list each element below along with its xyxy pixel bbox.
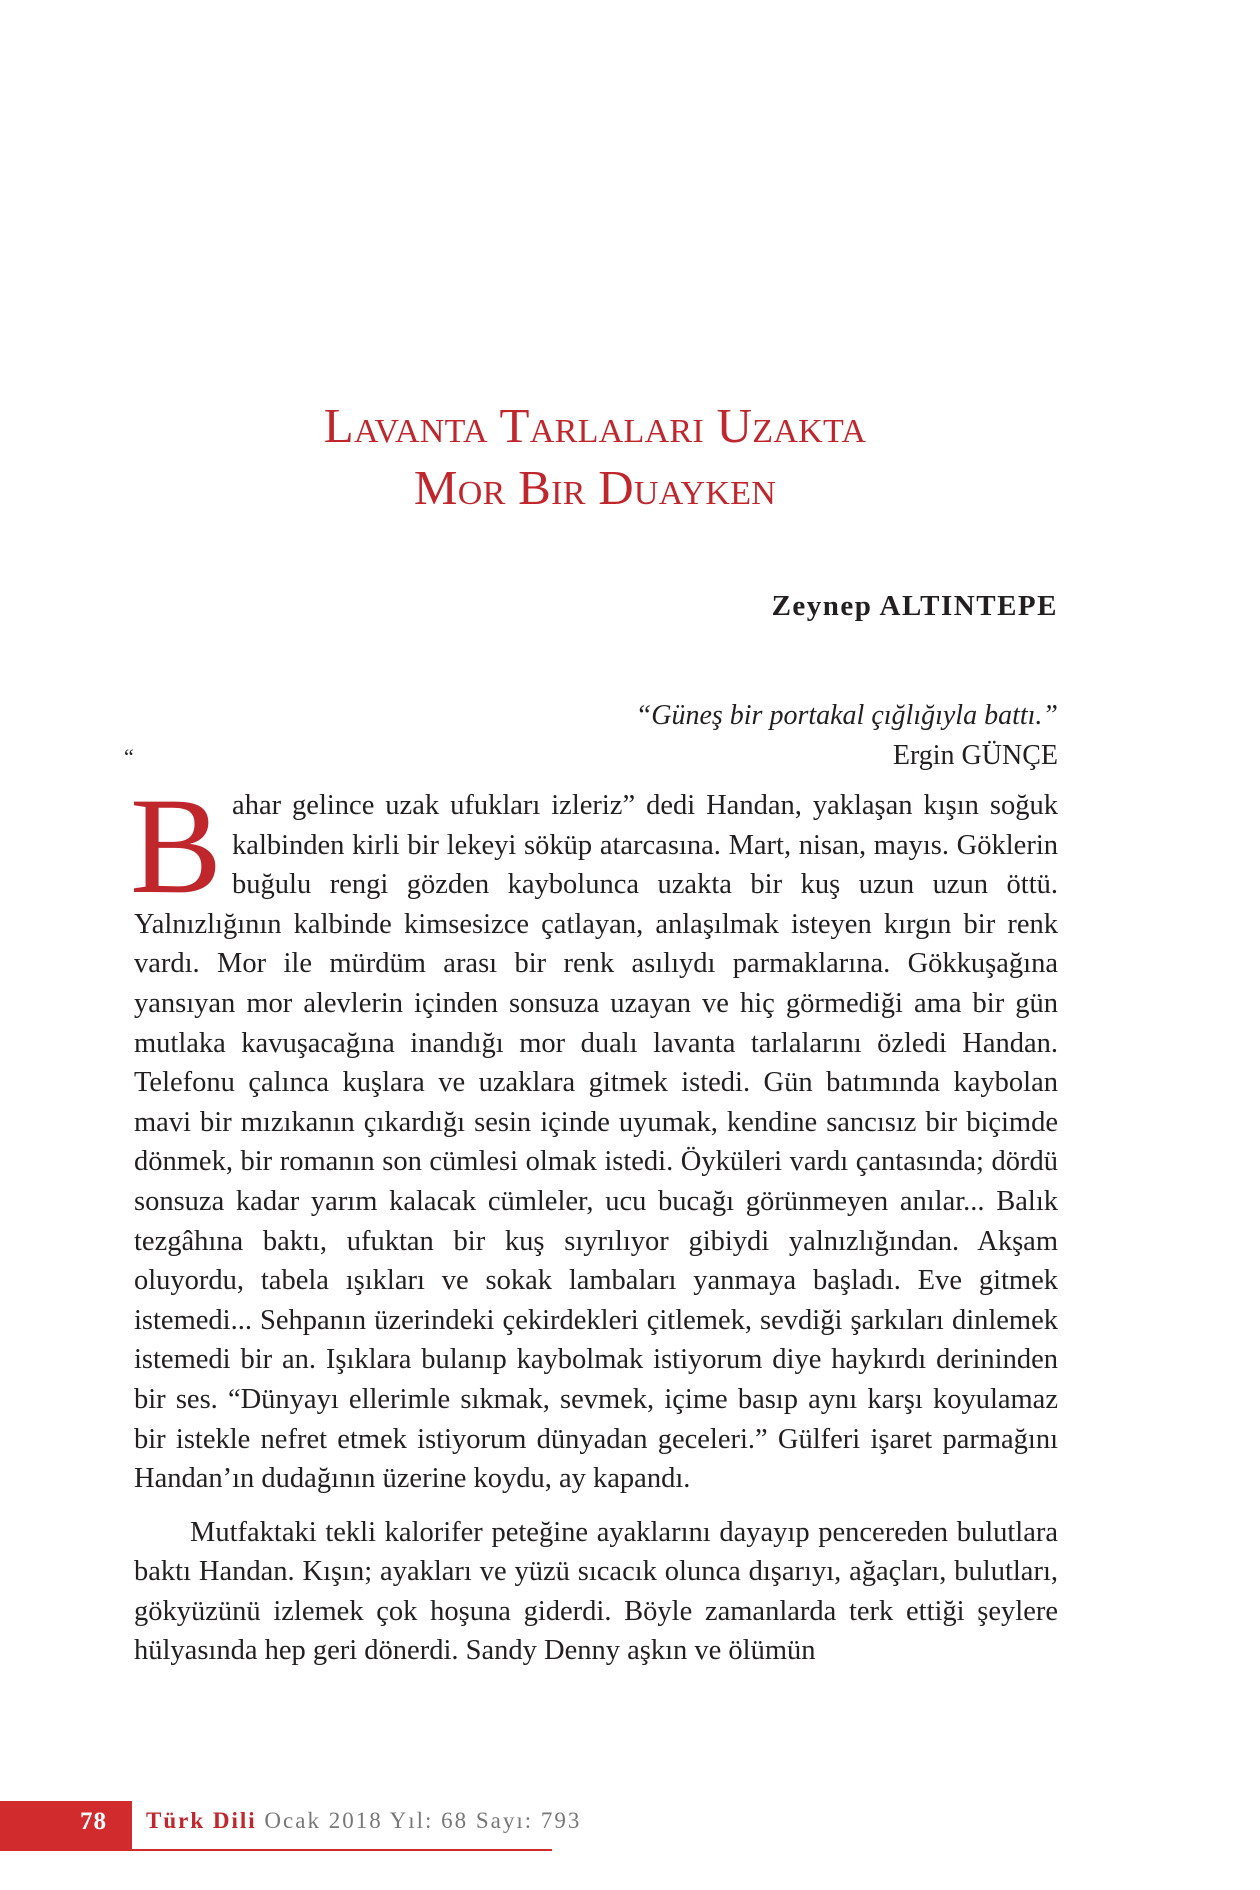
issue-info: Ocak 2018 Yıl: 68 Sayı: 793 bbox=[264, 1808, 582, 1833]
journal-name: Türk Dili bbox=[146, 1808, 257, 1833]
epigraph bbox=[636, 696, 1058, 776]
author-name: Zeynep ALTINTEPE bbox=[771, 590, 1058, 622]
title-line-2: Mor Bir Duayken bbox=[413, 460, 777, 515]
page-number: 78 bbox=[80, 1808, 107, 1835]
paragraph-1 bbox=[130, 769, 1058, 1499]
title-line-1: Lavanta Tarlaları Uzakta bbox=[323, 398, 867, 453]
footer-page-bar bbox=[0, 1801, 132, 1850]
epigraph-attribution: Ergin GÜNÇE bbox=[892, 740, 1058, 771]
epigraph-quote: “Güneş bir portakal çığlığıyla battı.” bbox=[635, 700, 1058, 731]
drop-cap: B bbox=[130, 769, 223, 922]
footer-rule bbox=[0, 1849, 552, 1851]
journal-info bbox=[146, 1808, 581, 1834]
opening-quote-mark: “ bbox=[124, 744, 134, 769]
article-body bbox=[130, 769, 1058, 1671]
paragraph-2: Mutfaktaki tekli kalorifer peteğine ayaklarını dayayıp pencereden bulutlara baktı Handan. Kışın; ayakları ve yüzü sıcacık olunca dışarıyı, ağaçları, bulutları, gökyüzünü izlemek çok hoşuna giderdi. Böyle zamanlarda terk ettiği şeylere hülyasında hep geri dönerdi. Sandy Denny aşkın ve ölümün bbox=[134, 1516, 1058, 1667]
article-title bbox=[0, 395, 1190, 519]
paragraph-1-text: ahar gelince uzak ufukları izleriz” dedi Handan, yaklaşan kışın soğuk kalbinden kirli bir lekeyi söküp atarcasına. Mart, nisan, mayıs. Göklerin buğulu rengi gözden kaybolunca uzakta bir kuş uzun uzun öttü. Yalnızlığının kalbinde kimsesizce çatlayan, anlaşılmak isteyen kırgın bir renk vardı. Mor ile mürdüm arası bir renk asılıydı parmaklarına. Gökkuşağına yansıyan mor alevlerin içinden sonsuza uzayan ve hiç görmediği ama bir gün mutlaka kavuşacağına inandığı mor dualı lavanta tarlalarını özledi Handan. Telefonu çalınca kuşlara ve uzaklara gitmek istedi. Gün batımında kaybolan mavi bir mızıkanın çıkardığı sesin içinde uyumak, kendine sancısız bir biçimde dönmek, bir romanın son cümlesi olmak istedi. Öyküleri vardı çantasında; dördü sonsuza kadar yarım kalacak cümleler, ucu bucağı görünmeyen anılar... Balık tezgâhına baktı, ufuktan bir kuş sıyrılıyor gibiydi yalnızlığından. Akşam oluyordu, tabela ışıkları ve sokak lambaları yanmaya başladı. Eve gitmek istemedi... Sehpanın üzerindeki çekirdekleri çitlemek, sevdiği şarkıları dinlemek istemedi bir an. Işıklara bulanıp kaybolmak istiyorum diye haykırdı derininden bir ses. “Dünyayı ellerimle sıkmak, sevmek, içime basıp aynı karşı koyulamaz bir istekle nefret etmek istiyorum dünyadan geceleri.” Gülferi işaret parmağını Handan’ın dudağının üzerine koydu, ay kapandı. bbox=[134, 790, 1058, 1495]
